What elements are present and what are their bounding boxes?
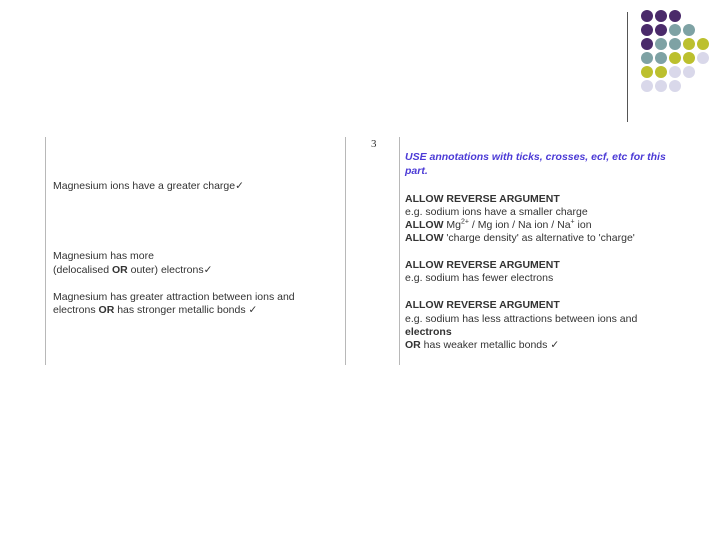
decorative-dot-grid — [641, 10, 720, 120]
decorative-dot — [697, 52, 709, 64]
allow-text: ion — [574, 219, 592, 231]
decorative-vertical-line — [627, 12, 628, 122]
decorative-dot — [683, 66, 695, 78]
table-rule-left — [45, 137, 46, 365]
marks-value: 3 — [371, 138, 377, 150]
answer-line-charge: Magnesium ions have a greater charge✓ — [53, 180, 244, 192]
decorative-dot — [655, 24, 667, 36]
or-keyword: OR — [111, 264, 128, 276]
allow-keyword: ALLOW — [405, 232, 444, 244]
answer-text: outer) electrons✓ — [127, 264, 213, 276]
decorative-dot — [683, 38, 695, 50]
reverse-argument-heading-3: ALLOW REVERSE ARGUMENT — [405, 299, 560, 311]
annotation-instruction-line1: USE annotations with ticks, crosses, ecf, etc for this — [405, 151, 666, 163]
annotation-instruction-line2: part. — [405, 165, 428, 177]
allow-text: 'charge density' as alternative to 'charge' — [443, 232, 635, 244]
decorative-dot — [669, 66, 681, 78]
allow-text: Mg — [443, 219, 462, 231]
decorative-dot — [641, 24, 653, 36]
answer-line-electrons-2 — [53, 264, 212, 277]
decorative-dot — [669, 52, 681, 64]
decorative-dot — [669, 80, 681, 92]
table-rule-right — [399, 137, 400, 365]
reverse-argument-heading-2: ALLOW REVERSE ARGUMENT — [405, 259, 560, 271]
decorative-dot — [655, 38, 667, 50]
decorative-dot — [669, 10, 681, 22]
decorative-dot — [683, 52, 695, 64]
reverse-argument-heading-1: ALLOW REVERSE ARGUMENT — [405, 193, 560, 205]
reverse-argument-example-3: e.g. sodium has less attractions between ions and — [405, 313, 638, 325]
decorative-dot — [655, 10, 667, 22]
reverse-argument-electrons: electrons — [405, 326, 452, 338]
decorative-dot — [641, 10, 653, 22]
decorative-dot — [641, 66, 653, 78]
decorative-dot — [641, 38, 653, 50]
or-keyword: OR — [98, 304, 115, 316]
decorative-dot — [655, 66, 667, 78]
allow-ion-line — [405, 219, 592, 232]
decorative-dot — [655, 80, 667, 92]
decorative-dot — [641, 52, 653, 64]
superscript: + — [570, 218, 575, 226]
answer-text: electrons — [53, 304, 99, 316]
decorative-dot — [697, 38, 709, 50]
reverse-argument-metallic-line — [405, 339, 559, 352]
guidance-text: has weaker metallic bonds ✓ — [420, 339, 560, 351]
answer-text: has stronger metallic bonds ✓ — [114, 304, 258, 316]
answer-line-electrons-1: Magnesium has more — [53, 250, 154, 262]
decorative-dot — [669, 24, 681, 36]
decorative-dot — [641, 80, 653, 92]
allow-charge-density-line — [405, 232, 635, 245]
decorative-dot — [669, 38, 681, 50]
superscript: 2+ — [461, 218, 469, 226]
reverse-argument-example-1: e.g. sodium ions have a smaller charge — [405, 206, 588, 218]
decorative-dot — [683, 24, 695, 36]
decorative-dot — [655, 52, 667, 64]
allow-text: / Mg ion / Na ion / Na — [469, 219, 571, 231]
reverse-argument-example-2: e.g. sodium has fewer electrons — [405, 272, 554, 284]
allow-keyword: ALLOW — [405, 219, 444, 231]
answer-line-attraction-2 — [53, 304, 257, 317]
table-rule-middle — [345, 137, 346, 365]
answer-line-attraction-1: Magnesium has greater attraction between ions and — [53, 291, 295, 303]
or-keyword: OR — [405, 339, 421, 351]
answer-text: (delocalised — [53, 264, 112, 276]
